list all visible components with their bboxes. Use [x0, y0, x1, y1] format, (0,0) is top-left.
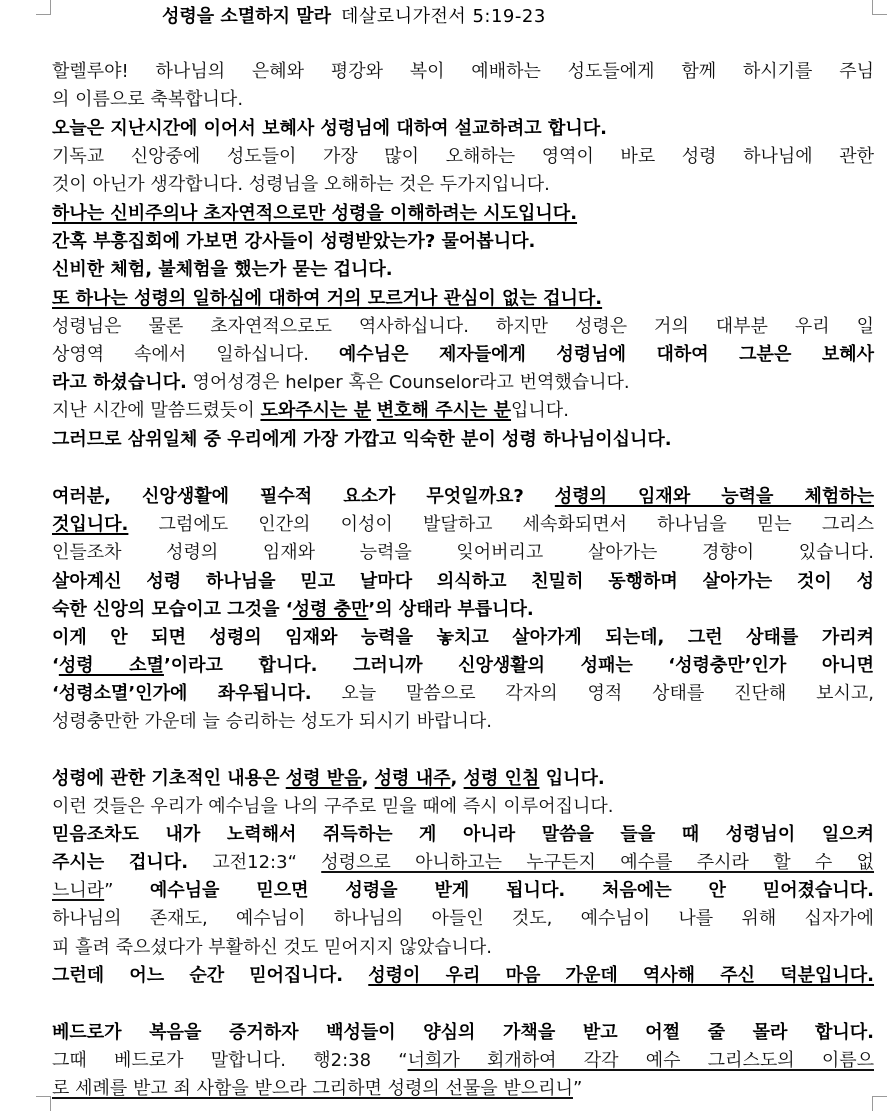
document-title: [162, 5, 546, 29]
underlined-phrase: 느니라: [52, 880, 105, 901]
text-segment: 피 흘려 죽으셨다가 부활하신 것도 믿어지지 않았습니다.: [52, 937, 492, 958]
text-line: [52, 228, 535, 256]
underlined-phrase: 로 세례를 받고 죄 사함을 받으라 그리하면 성령의 선물을 받으리니: [52, 1078, 573, 1099]
underlined-phrase: 성령 소멸: [58, 655, 164, 676]
bold-text: 그런데 어느 순간 믿어집니다.: [52, 965, 369, 986]
text-segment: 이런 것들은 우리가 예수님을 나의 구주로 믿을 때에 즉시 이루어집니다.: [52, 796, 614, 817]
sermon-title: 성령을 소멸하지 말라: [162, 6, 332, 27]
text-segment: 영어성경은 helper 혹은 Counselor라고 번역했습니다.: [186, 372, 630, 393]
text-segment: 그럼에도 인간의 이성이 발달하고 세속화되면서 하나님을 믿는 그리스: [128, 514, 874, 535]
bold-text: 이게 안 되면 성령의 임재와 능력을 놓치고 살아가게 되는데, 그런 상태를 가리켜: [52, 627, 874, 648]
underlined-phrase: 성령의 임재와 능력을 체험하는: [554, 486, 875, 507]
text-line: [52, 143, 874, 171]
text-segment: 성령충만한 가운데 늘 승리하는 성도가 되시기 바랍니다.: [52, 711, 492, 732]
underlined-phrase: 하나는 신비주의나 초자연적으로만 성령을 이해하려는 시도입니다.: [52, 203, 578, 224]
bold-text: 라고 하셨습니다.: [52, 372, 187, 393]
text-line: [52, 341, 874, 369]
text-line: [52, 652, 874, 680]
bold-text: 숙한 신앙의 모습이고 그것을 ‘: [52, 599, 293, 620]
underlined-phrase: 성령 받음: [285, 768, 362, 789]
text-line: [52, 821, 874, 849]
bold-text: 살아계신 성령 하나님을 믿고 날마다 의식하고 친밀히 동행하며 살아가는 것이 성: [52, 571, 874, 592]
text-line: [52, 1047, 874, 1075]
text-line: [52, 285, 602, 313]
text-line: [52, 200, 577, 228]
text-segment: 고전12:3“: [188, 852, 322, 873]
text-line: [52, 568, 874, 596]
bold-text: 베드로가 복음을 증거하자 백성들이 양심의 가책을 받고 어쩔 줄 몰라 합니다.: [52, 1022, 874, 1043]
text-line: [52, 313, 874, 341]
text-segment: ”: [572, 1078, 583, 1099]
text-line: [52, 708, 492, 736]
underlined-phrase: 너희가 회개하여 각각 예수 그리스도의 이름으: [407, 1050, 874, 1071]
underlined-phrase: 성령 충만: [292, 599, 369, 620]
text-segment: 할렐루야! 하나님의 은혜와 평강와 복이 예배하는 성도들에게 함께 하시기를 주님: [52, 61, 874, 82]
text-segment: 오늘 말씀으로 각자의 영적 상태를 진단해 보시고,: [311, 683, 874, 704]
text-line: [52, 793, 613, 821]
bold-text: 입니다.: [539, 768, 605, 789]
text-line: [52, 877, 874, 905]
text-segment: 기독교 신앙중에 성도들이 가장 많이 오해하는 영역이 바로 성령 하나님에 관한: [52, 146, 874, 167]
bold-text: ,: [361, 768, 375, 789]
underlined-phrase: 변호해 주시는 분: [376, 400, 512, 421]
underlined-phrase: 성령으로 아니하고는 누구든지 예수를 주시라 할 수 없: [321, 852, 875, 873]
bold-text: ,: [450, 768, 464, 789]
text-segment: ”: [104, 880, 150, 901]
text-line: [52, 483, 874, 511]
text-line: [52, 369, 630, 397]
bold-text: ’의 상태라 부릅니다.: [368, 599, 534, 620]
bold-text: 예수님을 믿으면 성령을 받게 됩니다. 처음에는 안 믿어졌습니다.: [149, 880, 875, 901]
text-segment: 의 이름으로 축복합니다.: [52, 89, 244, 110]
bold-text: 주시는 겁니다.: [52, 852, 189, 873]
text-segment: 그때 베드로가 말합니다. 행2:38 “: [52, 1050, 408, 1071]
text-line: [52, 86, 243, 114]
bold-text: 신비한 체험, 불체험을 했는가 묻는 겁니다.: [52, 259, 393, 280]
text-line: [52, 624, 874, 652]
bold-text: 믿음조차도 내가 노력해서 쥐득하는 게 아니라 말씀을 들을 때 성령님이 일으켜: [52, 824, 874, 845]
text-segment: 입니다.: [511, 400, 569, 421]
text-line: [52, 539, 874, 567]
text-line: [52, 934, 492, 962]
bold-text: ‘성령소멸’인가에 좌우됩니다.: [52, 683, 312, 704]
text-segment: 지난 시간에 말씀드렸듯이: [52, 400, 261, 421]
text-segment: 성령님은 물론 초자연적으로도 역사하십니다. 하지만 성령은 거의 대부분 우리 일: [52, 316, 874, 337]
text-line: [52, 596, 534, 624]
bold-text: 성령에 관한 기초적인 내용은: [52, 768, 286, 789]
bold-text: 여러분, 신앙생활에 필수적 요소가 무엇일까요?: [52, 486, 555, 507]
text-segment: 하나님의 존재도, 예수님이 하나님의 아들인 것도, 예수님이 나를 위해 십자가에: [52, 908, 874, 929]
text-line: [52, 1075, 582, 1103]
text-line: [52, 962, 874, 990]
bold-text: 간혹 부흥집회에 가보면 강사들이 성령받았는가? 물어봅니다.: [52, 231, 536, 252]
text-line: [52, 397, 569, 425]
text-line: [52, 905, 874, 933]
underlined-phrase: 도와주시는 분: [260, 400, 372, 421]
scripture-reference: 데살로니가전서 5:19-23: [341, 6, 546, 27]
text-segment: 것이 아닌가 생각합니다. 성령님을 오해하는 것은 두가지입니다.: [52, 174, 550, 195]
text-line: [52, 426, 672, 454]
underlined-phrase: 성령 내주: [374, 768, 451, 789]
bold-text: 그러므로 삼위일체 중 우리에게 가장 가깝고 익숙한 분이 성령 하나님이십니다.: [52, 429, 672, 450]
underlined-phrase: 것입니다.: [52, 514, 129, 535]
bold-text: 예수님은 제자들에게 성령님에 대하여 그분은 보혜사: [338, 344, 875, 365]
underlined-phrase: 성령이 우리 마음 가운데 역사해 주신 덕분입니다.: [368, 965, 875, 986]
text-line: [52, 256, 393, 284]
text-line: [52, 765, 605, 793]
bold-text: 오늘은 지난시간에 이어서 보혜사 성령님에 대하여 설교하려고 합니다.: [52, 118, 607, 139]
text-line: [52, 171, 550, 199]
text-segment: 인들조차 성령의 임재와 능력을 잊어버리고 살아가는 경향이 있습니다.: [52, 542, 874, 563]
text-line: [52, 1019, 874, 1047]
text-segment: 상영역 속에서 일하십니다.: [52, 344, 339, 365]
text-line: [52, 680, 874, 708]
bold-text: ’이라고 합니다. 그러니까 신앙생활의 성패는 ‘성령충만’인가 아니면: [163, 655, 874, 676]
text-line: [52, 115, 607, 143]
text-line: [52, 58, 874, 86]
underlined-phrase: 또 하나는 성령의 일하심에 대하여 거의 모르거나 관심이 없는 겁니다.: [52, 288, 603, 309]
underlined-phrase: 성령 인침: [463, 768, 540, 789]
bold-text: ‘: [52, 655, 59, 676]
text-line: [52, 511, 874, 539]
text-line: [52, 849, 874, 877]
